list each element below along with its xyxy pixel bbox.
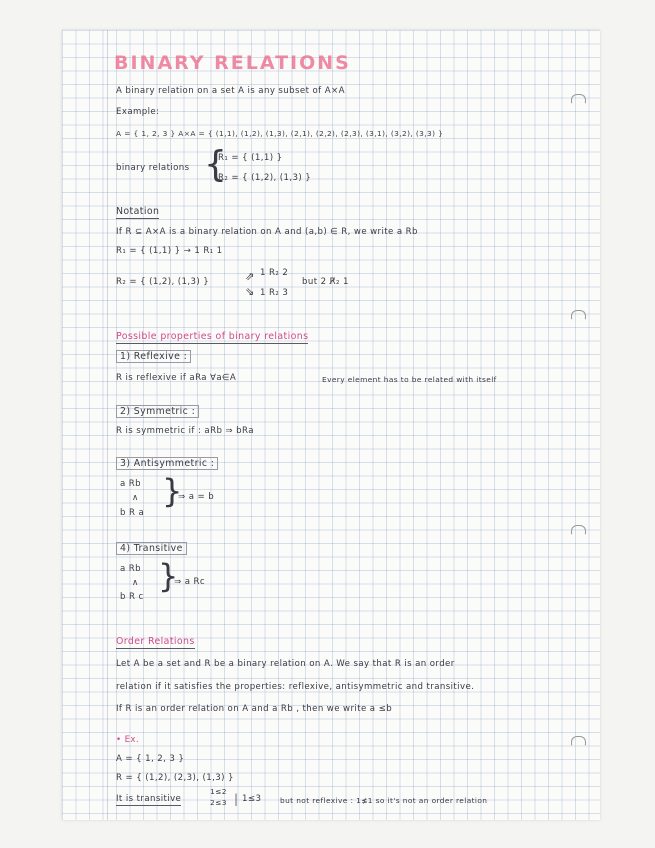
set-definition-line: A = { 1, 2, 3 } A×A = { (1,1), (1,2), (1,3), (2,1), (2,2), (2,3), (3,1), (3,2), (3,3) } (116, 129, 444, 138)
binder-hole-bottom (571, 736, 586, 746)
symmetric-definition: R is symmetric if : aRb ⇒ bRa (116, 426, 254, 436)
example-pair-top: 1≤2 (210, 787, 227, 796)
branch-arrows-lower: ⇘ (245, 285, 255, 298)
reflexive-note: Every element has to be related with itself (322, 375, 497, 384)
antisymmetric-title: 3) Antisymmetric : (116, 458, 218, 469)
antisymmetric-conclusion: ⇒ a = b (178, 492, 215, 502)
divider-bar: | (234, 792, 239, 806)
order-definition-2: relation if it satisfies the properties: reflexive, antisymmetric and transitive. (116, 682, 475, 692)
binder-hole-lower (571, 525, 586, 535)
order-relations-heading: Order Relations (116, 636, 195, 647)
notebook-page (62, 30, 600, 820)
notation-example-r2: R₂ = { (1,2), (1,3) } (116, 277, 210, 287)
example-label: Example: (116, 107, 160, 117)
example-pair-bottom: 2≤3 (210, 798, 227, 807)
relation-r2: R₂ = { (1,2), (1,3) } (218, 173, 312, 183)
definition-text: A binary relation on a set A is any subset of A×A (116, 86, 345, 96)
binary-relations-label: binary relations (116, 163, 190, 173)
example-conclusion: but not reflexive : 1≰1 so it's not an order relation (280, 796, 488, 805)
r2-but-note: but 2 R̸₂ 1 (302, 277, 349, 287)
branch-arrows: ⇗ (245, 270, 255, 283)
example-relation: R = { (1,2), (2,3), (1,3) } (116, 773, 234, 783)
right-brace: } (158, 557, 179, 595)
antisymmetric-premise-2: b R a (120, 508, 145, 518)
example-result: 1≤3 (242, 794, 262, 804)
transitive-conclusion: ⇒ a Rc (174, 577, 206, 587)
transitive-title: 4) Transitive (116, 543, 187, 554)
r2-pair-bottom: 1 R₂ 3 (260, 288, 289, 298)
transitive-premise-2: b R c (120, 592, 144, 602)
notation-definition: If R ⊆ A×A is a binary relation on A and (a,b) ∈ R, we write a Rb (116, 227, 418, 237)
binder-hole-top (571, 94, 586, 104)
binder-hole-middle (571, 310, 586, 320)
reflexive-title: 1) Reflexive : (116, 351, 191, 362)
left-brace: { (204, 144, 227, 185)
r2-pair-top: 1 R₂ 2 (260, 268, 289, 278)
margin-line (107, 30, 108, 820)
example-set: A = { 1, 2, 3 } (116, 754, 185, 764)
order-definition-1: Let A be a set and R be a binary relation on A. We say that R is an order (116, 659, 455, 669)
antisymmetric-and: ∧ (132, 493, 139, 503)
transitive-and: ∧ (132, 578, 139, 588)
notation-example-r1: R₁ = { (1,1) } → 1 R₁ 1 (116, 246, 223, 256)
example-label: • Ex. (116, 735, 140, 745)
properties-heading: Possible properties of binary relations (116, 331, 309, 342)
order-definition-3: If R is an order relation on A and a Rb , then we write a ≤b (116, 704, 393, 714)
antisymmetric-premise-1: a Rb (120, 479, 142, 489)
reflexive-definition: R is reflexive if aRa ∀a∈A (116, 373, 237, 383)
transitive-premise-1: a Rb (120, 564, 142, 574)
example-transitive: It is transitive (116, 794, 182, 804)
notation-heading: Notation (116, 206, 160, 217)
right-brace: } (162, 472, 183, 510)
page-title: BINARY RELATIONS (114, 52, 351, 74)
symmetric-title: 2) Symmetric : (116, 406, 199, 417)
relation-r1: R₁ = { (1,1) } (218, 153, 283, 163)
